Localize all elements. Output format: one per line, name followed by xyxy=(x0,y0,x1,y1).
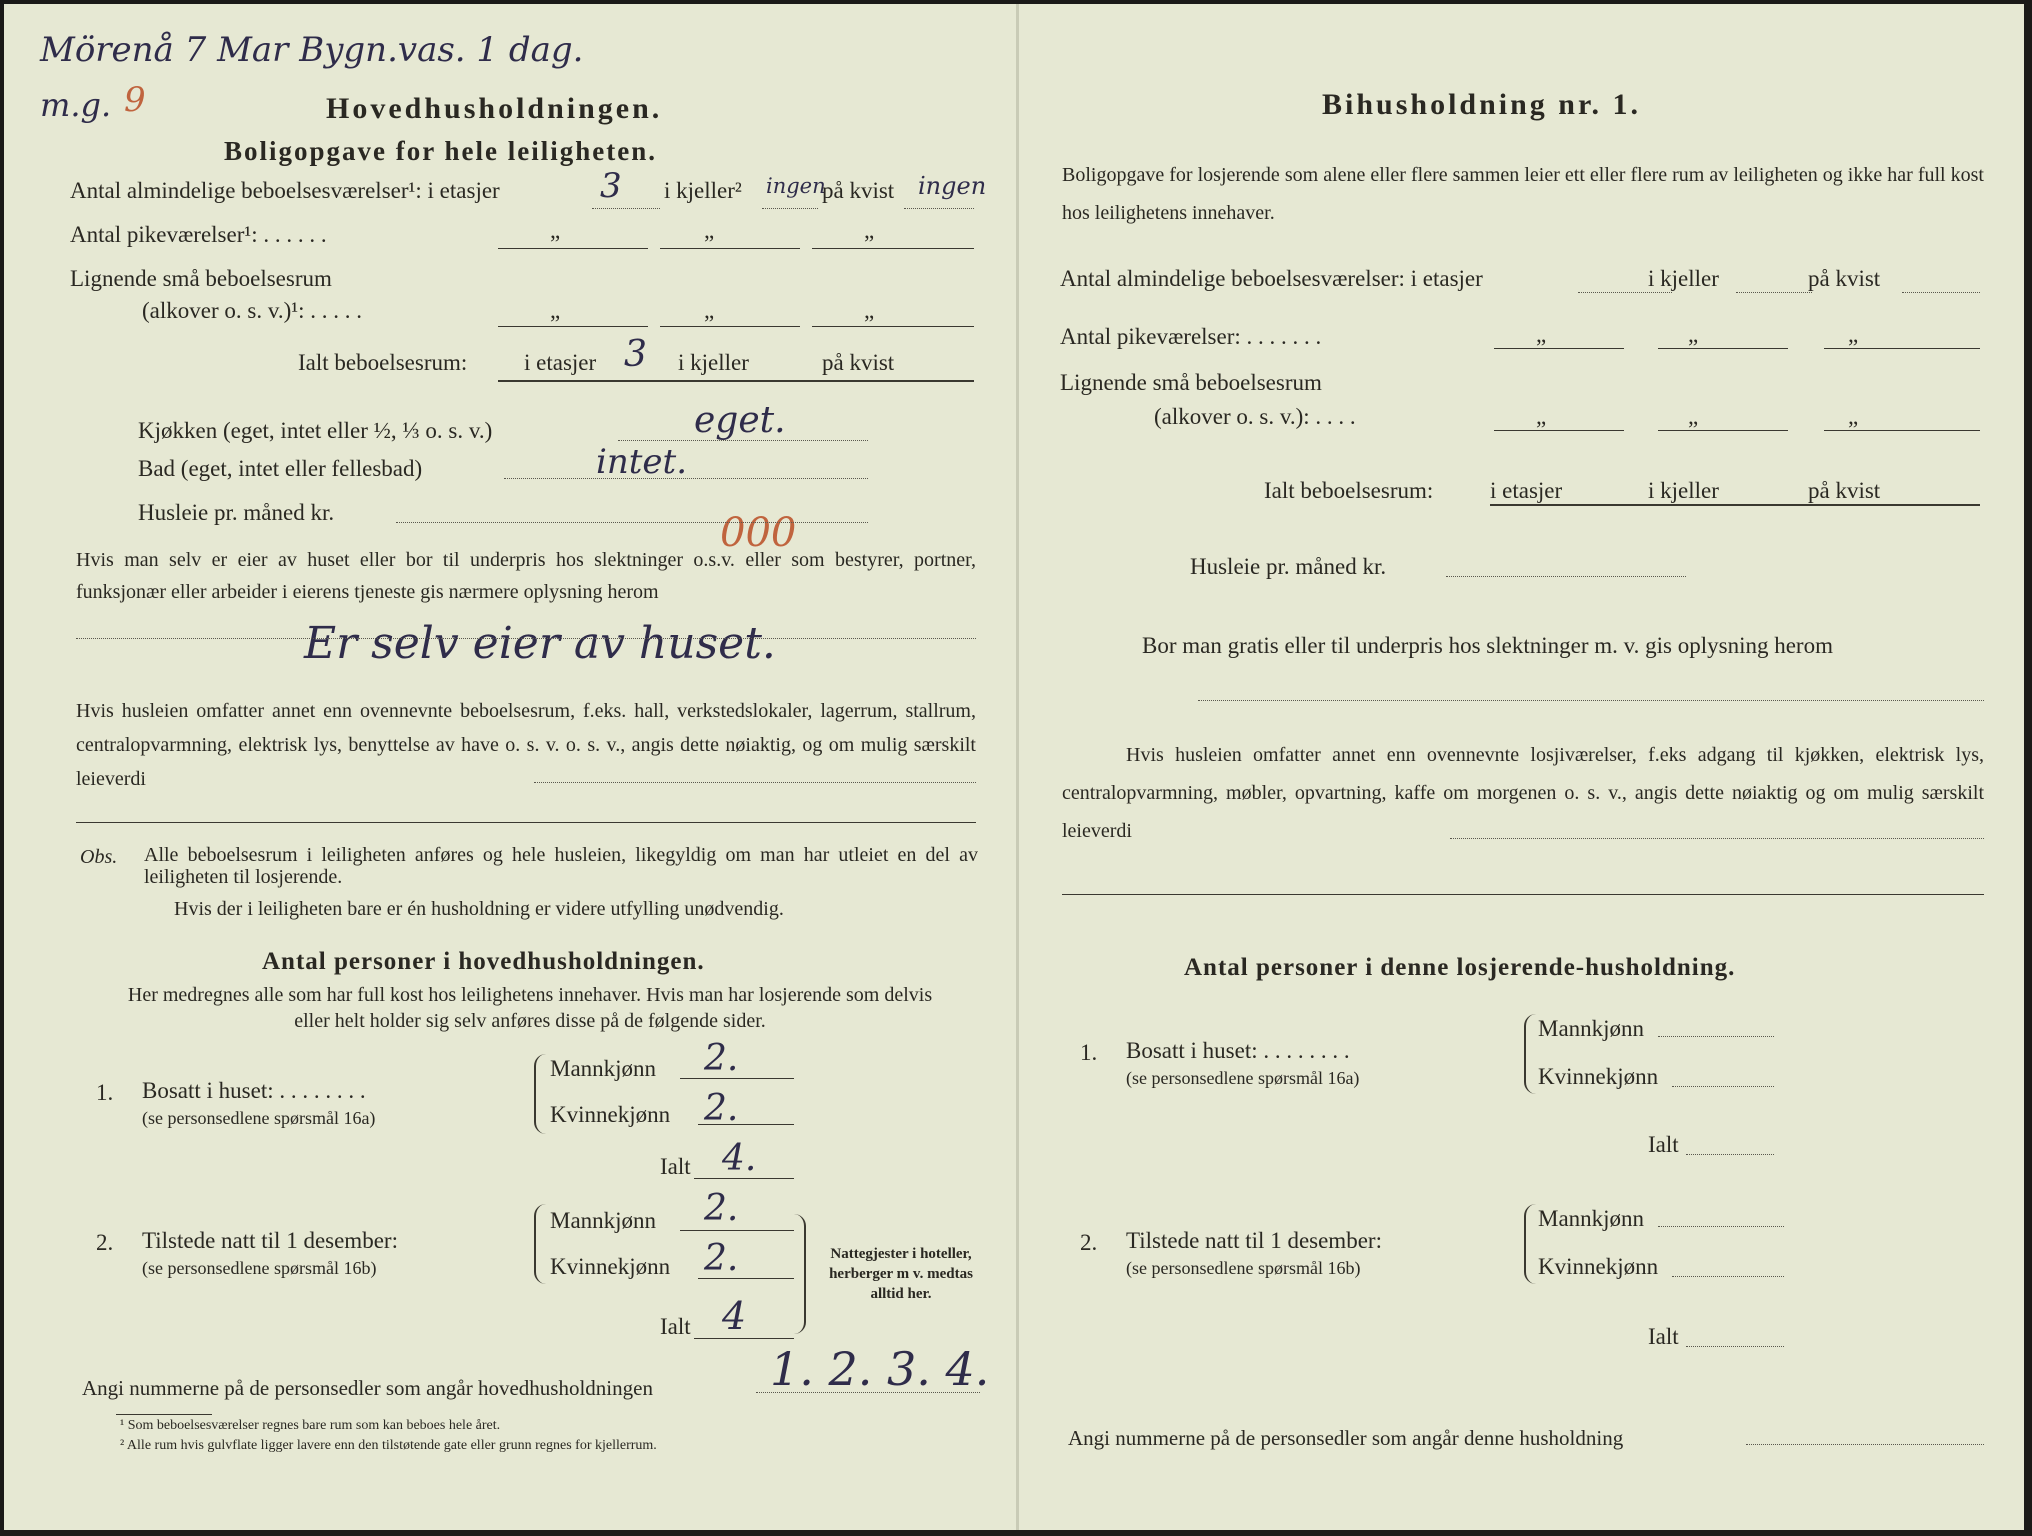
brace xyxy=(1524,1014,1536,1094)
question-number: 1. xyxy=(1080,1040,1098,1065)
ditto-mark: „ xyxy=(1688,404,1699,429)
persons-instructions: Her medregnes alle som har full kost hos leilighetens innehaver. Hvis man har losjerende som delvis eller helt holder sig selv anføres disse på de følgende sider. xyxy=(127,984,933,1032)
total-kvist-label: på kvist xyxy=(822,350,895,375)
present-label: Tilstede natt til 1 desember: xyxy=(1126,1228,1382,1253)
ditto-mark: „ xyxy=(704,218,715,243)
sub-household-page xyxy=(1018,4,2024,1530)
present-total-value: 4 xyxy=(722,1294,747,1338)
rooms-kvist-label: på kvist xyxy=(822,178,895,203)
obs-note-2: Hvis der i leiligheten bare er én husholdning er videre utfylling unødvendig. xyxy=(174,898,784,920)
resident-sub-label: (se personsedlene spørsmål 16a) xyxy=(1126,1068,1360,1088)
person-numbers-label: Angi nummerne på de personsedler som angår hovedhusholdningen xyxy=(82,1376,653,1400)
ditto-mark: „ xyxy=(704,298,715,323)
female-label: Kvinnekjønn xyxy=(1538,1064,1659,1089)
ditto-mark: „ xyxy=(550,218,561,243)
rooms-etasjer-value: 3 xyxy=(600,166,622,206)
brace xyxy=(534,1054,546,1134)
question-number: 1. xyxy=(96,1080,114,1105)
resident-male-value: 2. xyxy=(704,1038,739,1079)
rooms-kvist-label: på kvist xyxy=(1808,266,1881,291)
question-number: 2. xyxy=(96,1230,114,1255)
brace xyxy=(1524,1204,1536,1284)
free-housing-instructions: Bor man gratis eller til underpris hos slektninger m. v. gis oplysning herom xyxy=(1142,633,1833,658)
lodger-intro: Boligopgave for losjerende som alene eller flere sammen leier ett eller flere rum av leiligheten og ikke har full kost hos leilighetens innehaver. xyxy=(1062,164,1984,224)
person-numbers-value: 1. 2. 3. 4. xyxy=(770,1342,990,1396)
total-rooms-label: Ialt beboelsesrum: xyxy=(298,350,468,375)
kitchen-label: Kjøkken (eget, intet eller ½, ⅓ o. s. v.) xyxy=(138,418,493,443)
handwritten-mg-note: m.g. xyxy=(40,86,112,124)
female-label: Kvinnekjønn xyxy=(550,1102,671,1127)
footnote-2: ² Alle rum hvis gulvflate ligger lavere enn den tilstøtende gate eller grunn regnes for kjellerrum. xyxy=(120,1438,657,1453)
person-numbers-label: Angi nummerne på de personsedler som angår denne husholdning xyxy=(1068,1426,1624,1450)
total-etasjer-label: i etasjer xyxy=(1490,478,1563,503)
kitchen-value: eget. xyxy=(694,400,786,441)
male-label: Mannkjønn xyxy=(1538,1206,1645,1231)
bath-label: Bad (eget, intet eller fellesbad) xyxy=(138,456,423,481)
extra-rent-instructions: Hvis husleien omfatter annet enn ovennevnte beboelsesrum, f.eks. hall, verkstedslokaler, lagerrum, stallrum, centralopvarmning, elektrisk lys, benyttelse av have o. s. v. o. s. v., angis dette nøiaktig, og om mulig særskilt leieverdi xyxy=(76,700,976,790)
owner-instructions: Hvis man selv er eier av huset eller bor til underpris hos slektninger o.s.v. eller som bestyrer, portner, funksjonær eller arbeider i eierens tjeneste gis nærmere oplysning herom xyxy=(76,549,976,603)
male-label: Mannkjønn xyxy=(550,1208,657,1233)
footnote-1: ¹ Som beboelsesværelser regnes bare rum som kan beboes hele året. xyxy=(120,1418,501,1433)
total-kjeller-label: i kjeller xyxy=(1648,478,1719,503)
total-label: Ialt xyxy=(1648,1324,1679,1349)
present-label: Tilstede natt til 1 desember: xyxy=(142,1228,398,1253)
resident-total-value: 4. xyxy=(722,1138,757,1179)
alcove-rooms-sub-label: (alkover o. s. v.): . . . . xyxy=(1154,404,1356,429)
female-label: Kvinnekjønn xyxy=(550,1254,671,1279)
resident-label: Bosatt i huset: . . . . . . . . xyxy=(1126,1038,1350,1063)
page-title: Hovedhusholdningen. xyxy=(326,92,663,125)
rent-label: Husleie pr. måned kr. xyxy=(138,500,335,525)
total-label: Ialt xyxy=(660,1314,691,1339)
alcove-rooms-label: Lignende små beboelsesrum xyxy=(70,266,332,291)
rooms-kjeller-label: i kjeller² xyxy=(664,178,742,203)
bath-value: intet. xyxy=(596,442,688,482)
ditto-mark: „ xyxy=(864,298,875,323)
question-number: 2. xyxy=(1080,1230,1098,1255)
handwritten-red-number: 9 xyxy=(124,80,146,120)
total-kvist-label: på kvist xyxy=(1808,478,1881,503)
maid-rooms-label: Antal pikeværelser: . . . . . . . xyxy=(1060,324,1322,349)
extra-rent-instructions: Hvis husleien omfatter annet enn ovennevnte losjiværelser, f.eks adgang til kjøkken, elektrisk lys, centralopvarmning, møbler, opvartning, kaffe om morgenen o. s. v., angis dette nøiaktig og om mulig særskilt leieverdi xyxy=(1062,744,1984,842)
ditto-mark: „ xyxy=(1536,404,1547,429)
obs-label: Obs. xyxy=(80,846,118,868)
ditto-mark: „ xyxy=(1848,404,1859,429)
present-sub-label: (se personsedlene spørsmål 16b) xyxy=(1126,1258,1361,1278)
rent-value: 000 xyxy=(720,510,797,556)
page-subtitle: Boligopgave for hele leiligheten. xyxy=(224,136,657,166)
ditto-mark: „ xyxy=(1688,322,1699,347)
male-label: Mannkjønn xyxy=(550,1056,657,1081)
total-kjeller-label: i kjeller xyxy=(678,350,749,375)
rooms-kvist-value: ingen xyxy=(918,172,987,200)
maid-rooms-label: Antal pikeværelser¹: . . . . . . xyxy=(70,222,327,247)
rooms-label: Antal almindelige beboelsesværelser¹: i etasjer xyxy=(70,178,500,203)
total-label: Ialt xyxy=(660,1154,691,1179)
obs-note: Alle beboelsesrum i leiligheten anføres og hele husleien, likegyldig om man har utleiet en del av leiligheten til losjerende. xyxy=(144,844,978,888)
brace xyxy=(534,1204,546,1284)
total-etasjer-label: i etasjer xyxy=(524,350,597,375)
ditto-mark: „ xyxy=(1536,322,1547,347)
total-rooms-label: Ialt beboelsesrum: xyxy=(1264,478,1434,503)
brace xyxy=(794,1214,806,1334)
owner-statement: Er selv eier av huset. xyxy=(304,618,776,669)
resident-sub-label: (se personsedlene spørsmål 16a) xyxy=(142,1108,376,1128)
handwritten-header-note: Mörenå 7 Mar Bygn.vas. 1 dag. xyxy=(40,30,584,70)
rooms-kjeller-value: ingen xyxy=(766,174,826,198)
alcove-rooms-sub-label: (alkover o. s. v.)¹: . . . . . xyxy=(142,298,363,323)
ditto-mark: „ xyxy=(550,298,561,323)
main-household-page xyxy=(4,4,1018,1530)
rooms-kjeller-label: i kjeller xyxy=(1648,266,1719,291)
total-etasjer-value: 3 xyxy=(624,334,647,375)
resident-label: Bosatt i huset: . . . . . . . . xyxy=(142,1078,366,1103)
male-label: Mannkjønn xyxy=(1538,1016,1645,1041)
present-sub-label: (se personsedlene spørsmål 16b) xyxy=(142,1258,377,1278)
ditto-mark: „ xyxy=(1848,322,1859,347)
rooms-label: Antal almindelige beboelsesværelser: i etasjer xyxy=(1060,266,1483,291)
present-male-value: 2. xyxy=(704,1188,739,1229)
page-title: Bihusholdning nr. 1. xyxy=(1322,88,1642,121)
persons-title: Antal personer i hovedhusholdningen. xyxy=(262,948,705,975)
present-female-value: 2. xyxy=(704,1238,739,1279)
ditto-mark: „ xyxy=(864,218,875,243)
persons-title: Antal personer i denne losjerende-husholdning. xyxy=(1184,954,1736,981)
rent-label: Husleie pr. måned kr. xyxy=(1190,554,1387,579)
female-label: Kvinnekjønn xyxy=(1538,1254,1659,1279)
alcove-rooms-label: Lignende små beboelsesrum xyxy=(1060,370,1322,395)
total-label: Ialt xyxy=(1648,1132,1679,1157)
night-guests-note: Nattegjester i hoteller, herberger m v. medtas alltid her. xyxy=(829,1246,973,1302)
census-form-sheet xyxy=(4,4,2024,1530)
resident-female-value: 2. xyxy=(704,1088,739,1129)
